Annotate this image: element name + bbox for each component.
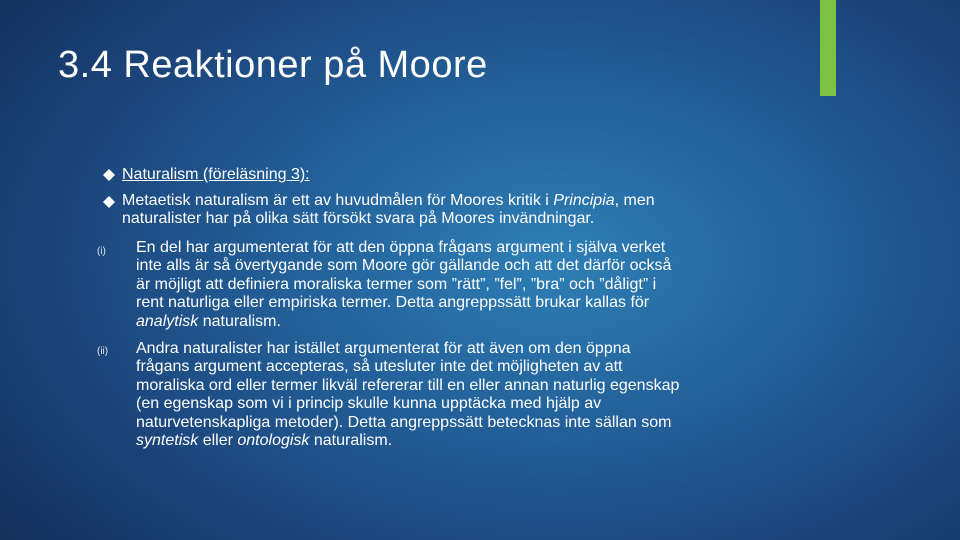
list-number-ii: (ii): [97, 346, 109, 357]
diamond-bullet-icon: [103, 169, 115, 181]
paragraph-line: rent naturliga eller empiriska termer. Detta angreppssätt brukar kallas för: [136, 294, 650, 312]
paragraph-text: naturalism.: [309, 432, 393, 450]
paragraph-line: Andra naturalister har istället argumenterat för att även om den öppna: [136, 340, 631, 357]
diamond-bullet-icon: [103, 196, 115, 208]
paragraph-line: är möjligt att definiera moraliska termer som ”rätt”, ”fel”, ”bra” och ”dåligt” i: [136, 275, 657, 293]
paragraph-line: inte alls är så övertygande som Moore gör gällande och att det därför också: [136, 257, 672, 275]
paragraph-line: [136, 432, 796, 450]
italic-ontologisk: ontologisk: [237, 432, 310, 450]
bullet-naturalism[interactable]: [122, 166, 310, 184]
paragraph-synthetic: [136, 340, 796, 450]
paragraph-line: (en egenskap som vi i princip skulle kunna upptäcka med hjälp av: [136, 395, 602, 413]
bullet-metaethics-line2: naturalister har på olika sätt försökt svara på Moores invändningar.: [122, 210, 595, 227]
paragraph-line: [136, 313, 796, 331]
paragraph-text: eller: [198, 432, 238, 450]
paragraph-line: naturvetenskapliga metoder). Detta angreppssätt betecknas inte sällan som: [136, 413, 672, 431]
bullet-metaethics-line1: [122, 192, 655, 210]
bullet-naturalism-link[interactable]: Naturalism (föreläsning 3):: [122, 166, 310, 183]
paragraph-analytic: [136, 239, 796, 331]
italic-syntetisk: syntetisk: [136, 432, 199, 450]
italic-principia: Principia: [553, 192, 615, 209]
bullet-text: , men: [614, 192, 655, 209]
paragraph-line: En del har argumenterat för att den öppna frågans argument i själva verket: [136, 239, 666, 256]
list-number-i: (i): [97, 246, 106, 257]
paragraph-text: naturalism.: [198, 312, 281, 330]
italic-analytisk: analytisk: [136, 312, 199, 330]
slide-title: 3.4 Reaktioner på Moore: [58, 44, 488, 86]
paragraph-line: frågans argument accepteras, så utesluter inte det möjligheten av att: [136, 358, 623, 376]
paragraph-line: moraliska ord eller termer likväl refererar till en eller annan naturlig egenskap: [136, 376, 680, 394]
bullet-text: Metaetisk naturalism är ett av huvudmålen för Moores kritik i: [122, 192, 554, 209]
